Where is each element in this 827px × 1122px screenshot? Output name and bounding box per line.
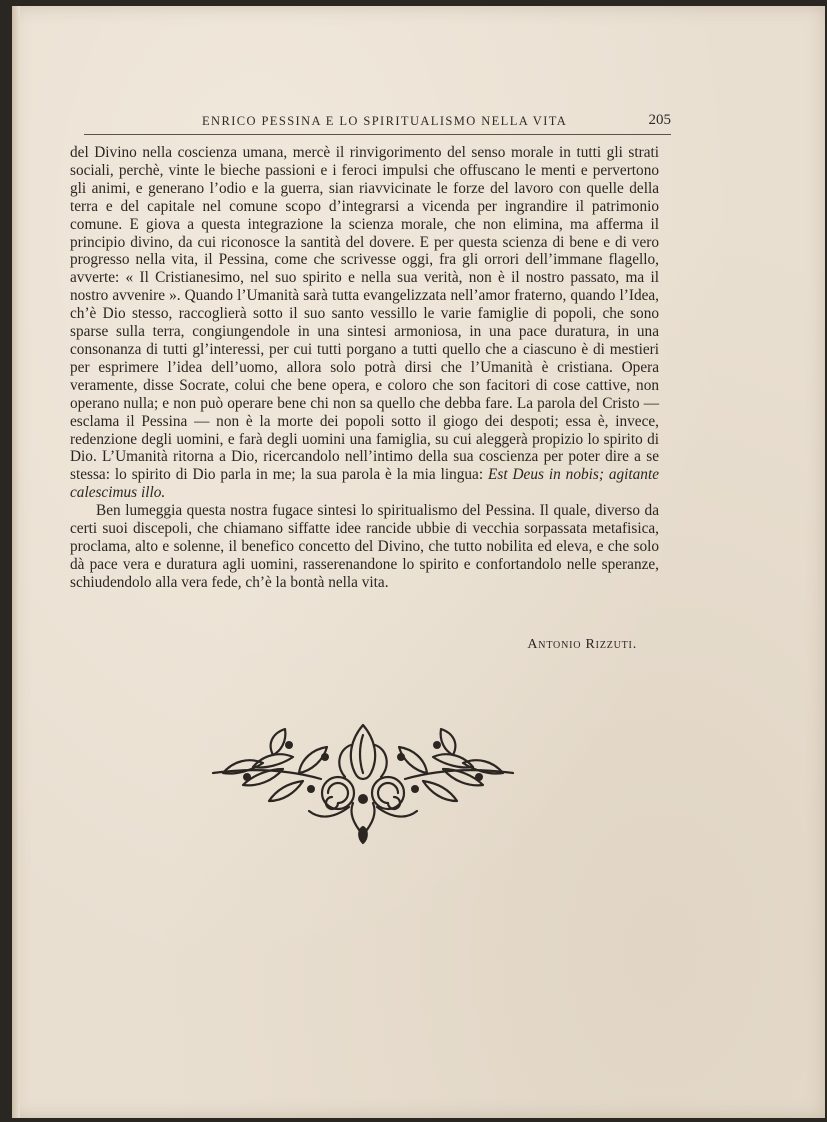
running-head — [84, 110, 671, 135]
page-number: 205 — [648, 112, 671, 128]
paragraph-1 — [70, 144, 659, 502]
floral-vignette-icon — [203, 715, 523, 850]
paragraph-2: Ben lumeggia questa nostra fugace sintesi lo spiritualismo del Pessina. Il quale, diverso da certi suoi discepoli, che chiamano siffatte idee rancide ubbie di vecchia sorpassata metafisica, proclama, alto e solenne, il benefico concetto del Divino, che tutto nobilita ed eleva, e che solo dà pace vera e duratura agli uomini, rasserenandone lo spirito e confortandolo nelle speranze, schiudendolo alla vera fede, ch’è la bontà nella vita. — [70, 502, 659, 591]
page-edge — [12, 6, 20, 1118]
body-text — [70, 144, 659, 592]
paragraph-1-text: del Divino nella coscienza umana, mercè il rinvigorimento del senso morale in tutti gli strati sociali, perchè, vinte le bieche passioni e i feroci impulsi che offuscano le menti e pervertono gli animi, e generano l’odio e la guerra, sian riavvicinate le forze del lavoro con quelle della terra e del capitale nel comune scopo d’integrarsi a vicenda per ingrandire il patrimonio comune. E giova a questa integrazione la scienza morale, che non elimina, ma afferma il principio divino, da cui riconosce la santità del dovere. E per questa scienza di bene e di vero progresso nella vita, il Pessina, come che scrivesse oggi, fra gli orrori dell’immane flagello, avverte: « Il Cristianesimo, nel suo spirito e nella sua verità, non è il nostro passato, ma il nostro avvenire ». Quando l’Umanità sarà tutta evangelizzata nell’amor fraterno, quando l’Idea, ch’è Dio stesso, raccoglierà sotto il suo santo vessillo le varie famiglie di popoli, che sono sparse sulla terra, congiungendole in una sintesi armoniosa, in una pace duratura, in una consonanza di tutti gl’interessi, per cui tutti porgano a tutti quello che a ciascuno è di mestieri per esprimere l’idea dell’uomo, allora solo potrà dirsi che l’Umanità è cristiana. Opera veramente, disse Socrate, colui che bene opera, e coloro che son facitori di cose cattive, non operano nulla; e non può operare bene chi non sa quello che debba fare. La parola del Cristo — esclama il Pessina — non è la morte dei popoli sotto il giogo dei despoti; essa è, invece, redenzione degli uomini, e farà degli uomini una famiglia, su cui aleggerà propizio lo spirito di Dio. L’Umanità ritorna a Dio, ricercandolo nell’intimo della sua coscienza per poter dire a se stessa: lo spirito di Dio parla in me; la sua parola è la mia lingua: — [70, 144, 659, 484]
latin-quotation: Est Deus in nobis; agitante calescimus illo. — [70, 466, 659, 502]
running-title: ENRICO PESSINA E LO SPIRITUALISMO NELLA VITA — [202, 114, 568, 128]
author-signature: Antonio Rizzuti. — [527, 637, 637, 652]
